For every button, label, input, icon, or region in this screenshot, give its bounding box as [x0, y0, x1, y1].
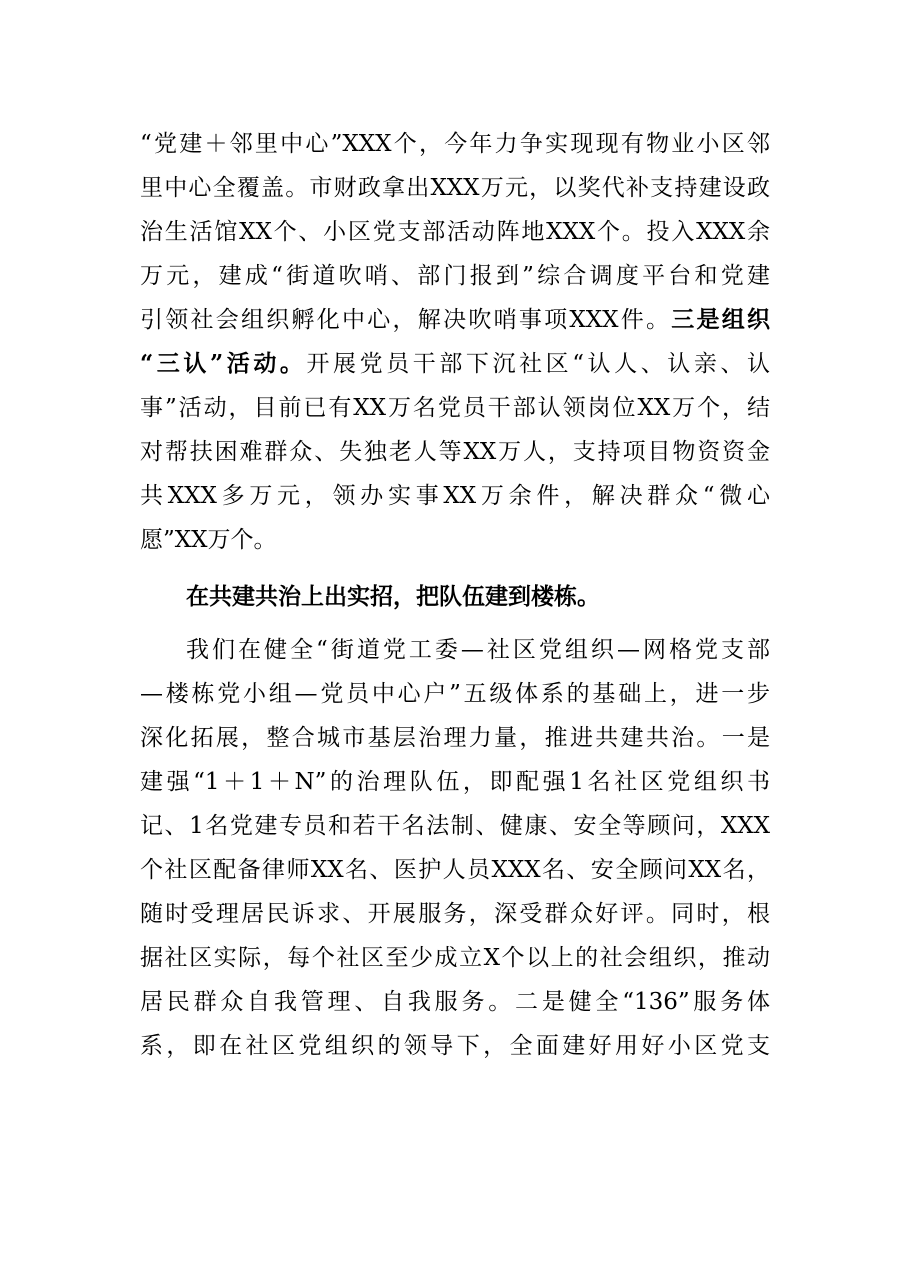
plain-text: 引领社会组织孵化中心，解决吹哨事项XXX件。	[140, 307, 672, 333]
plain-text: 开展党员干部下沉社区“认人、认亲、认	[306, 351, 770, 377]
section-heading: 在共建共治上出实招，把队伍建到楼栋。	[186, 583, 600, 610]
bold-lead-text: 三是组织	[671, 306, 770, 333]
text-line: 系，即在社区党组织的领导下，全面建好用好小区党支	[140, 1033, 770, 1059]
text-line: 建强“1＋1＋N”的治理队伍，即配强1名社区党组织书	[140, 769, 770, 795]
text-line: 居民群众自我管理、自我服务。二是健全“136”服务体	[140, 989, 770, 1015]
text-line: —楼栋党小组—党员中心户”五级体系的基础上，进一步	[140, 681, 770, 707]
text-line: 万元，建成“街道吹哨、部门报到”综合调度平台和党建	[140, 263, 770, 289]
text-line: 个社区配备律师XX名、医护人员XXX名、安全顾问XX名，	[140, 857, 770, 883]
text-line	[140, 300, 770, 340]
text-line: 对帮扶困难群众、失独老人等XX万人，支持项目物资资金	[140, 439, 770, 465]
text-line: 共XXX多万元，领办实事XX万余件，解决群众“微心	[140, 483, 770, 509]
text-line: “党建＋邻里中心”XXX个，今年力争实现现有物业小区邻	[140, 131, 770, 157]
text-line: 我们在健全“街道党工委—社区党组织—网格党支部	[186, 637, 770, 663]
text-line: 据社区实际，每个社区至少成立X个以上的社会组织，推动	[140, 945, 770, 971]
text-line: 随时受理居民诉求、开展服务，深受群众好评。同时，根	[140, 901, 770, 927]
text-line: 治生活馆XX个、小区党支部活动阵地XXX个。投入XXX余	[140, 219, 770, 245]
text-line: 愿”XX万个。	[140, 527, 277, 553]
text-line: 事”活动，目前已有XX万名党员干部认领岗位XX万个，结	[140, 395, 770, 421]
text-line: 里中心全覆盖。市财政拿出XXX万元，以奖代补支持建设政	[140, 175, 770, 201]
text-line: 深化拓展，整合城市基层治理力量，推进共建共治。一是	[140, 725, 770, 751]
bold-lead-text: “三认”活动。	[140, 350, 307, 377]
text-line	[140, 344, 770, 384]
text-line: 记、1名党建专员和若干名法制、健康、安全等顾问，XXX	[140, 813, 770, 839]
